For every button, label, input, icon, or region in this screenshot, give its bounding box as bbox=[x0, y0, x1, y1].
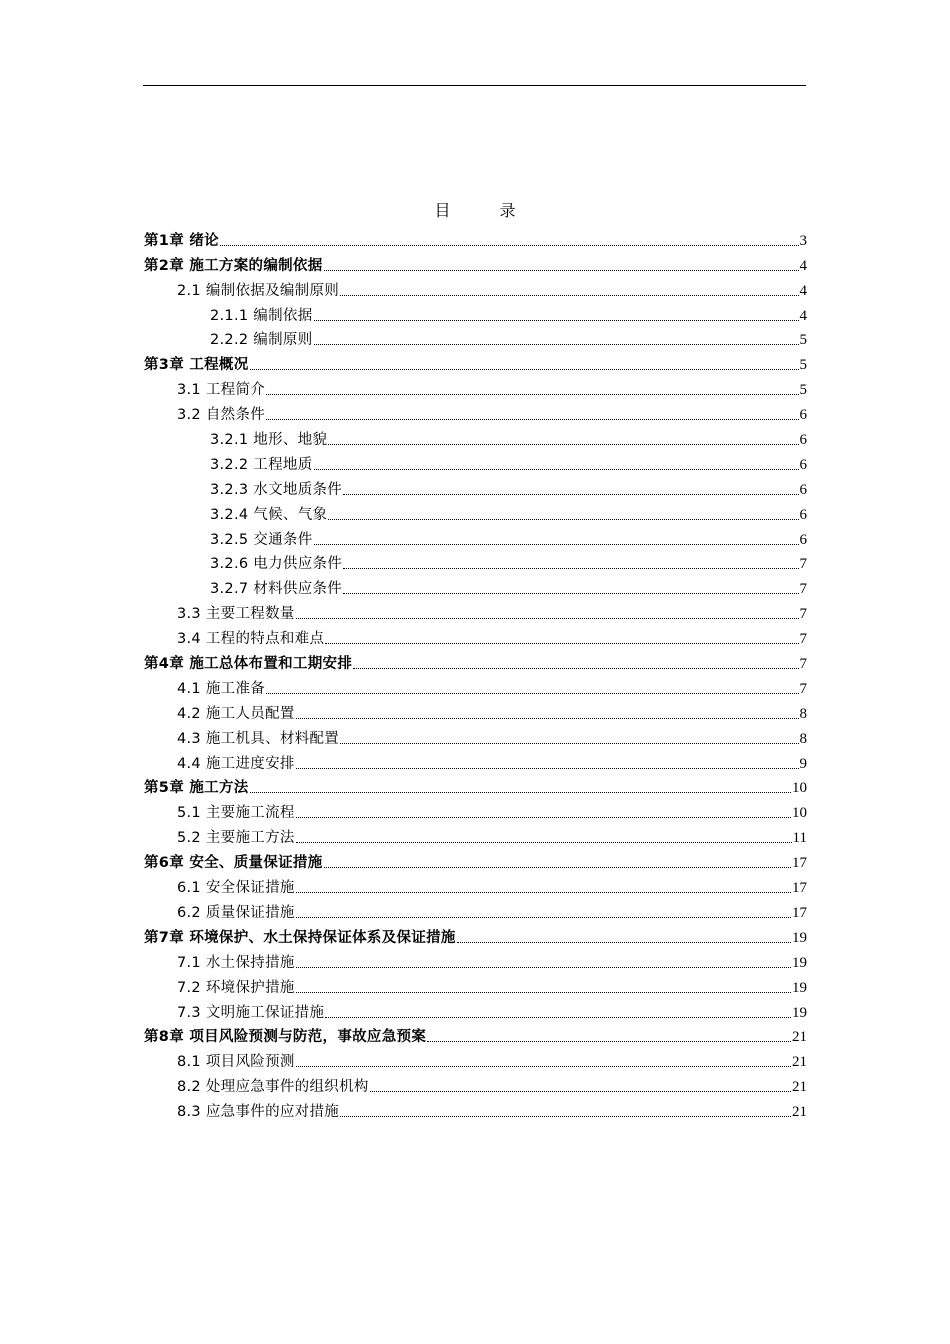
toc-entry-title: 3.3 主要工程数量 bbox=[177, 606, 295, 623]
toc-entry-title: 6.1 安全保证措施 bbox=[177, 880, 295, 897]
toc-entry[interactable] bbox=[144, 499, 807, 524]
toc-entry-title: 2.1 编制依据及编制原则 bbox=[177, 282, 340, 299]
toc-entry[interactable] bbox=[144, 648, 807, 673]
toc-entry[interactable] bbox=[144, 1071, 807, 1096]
dot-leader bbox=[296, 817, 791, 818]
toc-entry-title: 8.1 项目风险预测 bbox=[177, 1054, 295, 1071]
toc-title: 目 录 bbox=[434, 201, 538, 220]
toc-page-number: 10 bbox=[792, 805, 807, 822]
header-rule bbox=[143, 85, 806, 86]
dot-leader bbox=[340, 295, 798, 296]
toc-page-number: 6 bbox=[799, 531, 807, 548]
dot-leader bbox=[324, 270, 799, 271]
dot-leader bbox=[266, 394, 798, 395]
dot-leader bbox=[343, 593, 798, 594]
toc-entry-title: 第7章 环境保护、水土保持保证体系及保证措施 bbox=[144, 929, 456, 946]
dot-leader bbox=[296, 618, 799, 619]
dot-leader bbox=[324, 867, 791, 868]
toc-entry-title: 8.3 应急事件的应对措施 bbox=[177, 1104, 340, 1121]
toc-page-number: 6 bbox=[799, 407, 807, 424]
toc-page-number: 6 bbox=[799, 481, 807, 498]
toc-entry[interactable] bbox=[144, 972, 807, 997]
toc-entry[interactable] bbox=[144, 997, 807, 1022]
toc-entry-title: 3.2.2 工程地质 bbox=[210, 456, 313, 473]
dot-leader bbox=[296, 917, 791, 918]
toc-page-number: 6 bbox=[799, 456, 807, 473]
dot-leader bbox=[220, 245, 799, 246]
toc-page-number: 17 bbox=[792, 880, 807, 897]
toc-entry-title: 3.2.5 交通条件 bbox=[210, 531, 313, 548]
dot-leader bbox=[328, 519, 798, 520]
toc-entry-title: 第3章 工程概况 bbox=[144, 357, 249, 374]
toc-entry[interactable] bbox=[144, 623, 807, 648]
dot-leader bbox=[296, 967, 791, 968]
toc-entry[interactable] bbox=[144, 723, 807, 748]
toc-page-number: 19 bbox=[792, 1004, 807, 1021]
toc-entry[interactable] bbox=[144, 922, 807, 947]
toc-entry-title: 第2章 施工方案的编制依据 bbox=[144, 257, 323, 274]
toc-page-number: 7 bbox=[799, 631, 807, 648]
toc-entry[interactable] bbox=[144, 822, 807, 847]
toc-entry-title: 3.2.6 电力供应条件 bbox=[210, 556, 343, 573]
dot-leader bbox=[314, 344, 799, 345]
toc-entry[interactable] bbox=[144, 1046, 807, 1071]
toc-entry-title: 2.2.2 编制原则 bbox=[210, 332, 313, 349]
dot-leader bbox=[328, 444, 798, 445]
toc-entry[interactable] bbox=[144, 449, 807, 474]
toc-entry[interactable] bbox=[144, 549, 807, 574]
toc-page-number: 21 bbox=[792, 1029, 807, 1046]
toc-page-number: 17 bbox=[792, 855, 807, 872]
dot-leader bbox=[266, 693, 798, 694]
toc-entry-title: 4.3 施工机具、材料配置 bbox=[177, 730, 340, 747]
toc-page-number: 7 bbox=[799, 680, 807, 697]
toc-page-number: 21 bbox=[792, 1104, 807, 1121]
dot-leader bbox=[314, 469, 799, 470]
toc-entry-title: 5.2 主要施工方法 bbox=[177, 830, 295, 847]
toc-page-number: 7 bbox=[799, 606, 807, 623]
dot-leader bbox=[343, 568, 798, 569]
table-of-contents bbox=[144, 225, 807, 1121]
toc-page-number: 6 bbox=[799, 506, 807, 523]
toc-entry[interactable] bbox=[144, 872, 807, 897]
toc-entry[interactable] bbox=[144, 225, 807, 250]
dot-leader bbox=[296, 842, 792, 843]
dot-leader bbox=[370, 1091, 791, 1092]
toc-page-number: 10 bbox=[792, 780, 807, 797]
toc-entry[interactable] bbox=[144, 748, 807, 773]
toc-entry-title: 4.1 施工准备 bbox=[177, 680, 266, 697]
dot-leader bbox=[296, 718, 799, 719]
toc-page-number: 21 bbox=[792, 1054, 807, 1071]
toc-entry[interactable] bbox=[144, 773, 807, 798]
toc-entry[interactable] bbox=[144, 250, 807, 275]
dot-leader bbox=[340, 743, 798, 744]
toc-entry-title: 第6章 安全、质量保证措施 bbox=[144, 855, 323, 872]
toc-entry-title: 5.1 主要施工流程 bbox=[177, 805, 295, 822]
dot-leader bbox=[457, 942, 791, 943]
toc-entry-title: 第5章 施工方法 bbox=[144, 780, 249, 797]
toc-entry-title: 3.2.4 气候、气象 bbox=[210, 506, 328, 523]
toc-entry[interactable] bbox=[144, 673, 807, 698]
toc-entry[interactable] bbox=[144, 947, 807, 972]
dot-leader bbox=[314, 544, 799, 545]
dot-leader bbox=[325, 1017, 791, 1018]
toc-page-number: 4 bbox=[799, 307, 807, 324]
toc-entry[interactable] bbox=[144, 573, 807, 598]
dot-leader bbox=[250, 792, 791, 793]
dot-leader bbox=[266, 419, 798, 420]
toc-entry-title: 3.2.3 水文地质条件 bbox=[210, 481, 343, 498]
toc-entry-title: 6.2 质量保证措施 bbox=[177, 904, 295, 921]
toc-page-number: 5 bbox=[799, 332, 807, 349]
toc-page-number: 6 bbox=[799, 432, 807, 449]
toc-page-number: 19 bbox=[792, 929, 807, 946]
toc-entry[interactable] bbox=[144, 349, 807, 374]
toc-entry-title: 4.4 施工进度安排 bbox=[177, 755, 295, 772]
toc-page-number: 7 bbox=[799, 556, 807, 573]
dot-leader bbox=[353, 668, 798, 669]
dot-leader bbox=[296, 992, 791, 993]
dot-leader bbox=[427, 1041, 791, 1042]
toc-entry-title: 第4章 施工总体布置和工期安排 bbox=[144, 656, 353, 673]
toc-entry[interactable] bbox=[144, 847, 807, 872]
toc-entry[interactable] bbox=[144, 424, 807, 449]
toc-page-number: 19 bbox=[792, 979, 807, 996]
toc-entry[interactable] bbox=[144, 300, 807, 325]
toc-entry-title: 3.2.1 地形、地貌 bbox=[210, 432, 328, 449]
toc-entry[interactable] bbox=[144, 1022, 807, 1047]
dot-leader bbox=[296, 892, 791, 893]
toc-entry[interactable] bbox=[144, 325, 807, 350]
toc-page-number: 8 bbox=[799, 730, 807, 747]
dot-leader bbox=[343, 494, 798, 495]
toc-entry-title: 3.1 工程简介 bbox=[177, 382, 266, 399]
toc-entry-title: 3.2 自然条件 bbox=[177, 407, 266, 424]
toc-entry-title: 第8章 项目风险预测与防范，事故应急预案 bbox=[144, 1029, 427, 1046]
toc-entry[interactable] bbox=[144, 797, 807, 822]
dot-leader bbox=[325, 643, 798, 644]
toc-page-number: 4 bbox=[799, 282, 807, 299]
toc-entry-title: 7.3 文明施工保证措施 bbox=[177, 1004, 325, 1021]
dot-leader bbox=[340, 1116, 791, 1117]
dot-leader bbox=[314, 320, 799, 321]
toc-entry-title: 第1章 绪论 bbox=[144, 232, 219, 249]
toc-entry[interactable] bbox=[144, 524, 807, 549]
toc-page-number: 19 bbox=[792, 954, 807, 971]
dot-leader bbox=[250, 369, 799, 370]
toc-page-number: 9 bbox=[799, 755, 807, 772]
toc-entry[interactable] bbox=[144, 598, 807, 623]
toc-entry-title: 8.2 处理应急事件的组织机构 bbox=[177, 1079, 369, 1096]
toc-entry[interactable] bbox=[144, 374, 807, 399]
toc-page-number: 8 bbox=[799, 705, 807, 722]
toc-page-number: 21 bbox=[792, 1079, 807, 1096]
toc-page-number: 11 bbox=[792, 830, 807, 847]
toc-entry-title: 7.2 环境保护措施 bbox=[177, 979, 295, 996]
toc-entry-title: 3.2.7 材料供应条件 bbox=[210, 581, 343, 598]
toc-page-number: 7 bbox=[799, 581, 807, 598]
toc-entry[interactable] bbox=[144, 474, 807, 499]
toc-entry[interactable] bbox=[144, 698, 807, 723]
toc-entry[interactable] bbox=[144, 399, 807, 424]
toc-page-number: 5 bbox=[799, 382, 807, 399]
toc-page-number: 4 bbox=[799, 257, 807, 274]
toc-page-number: 5 bbox=[799, 357, 807, 374]
toc-entry-title: 4.2 施工人员配置 bbox=[177, 705, 295, 722]
toc-page-number: 17 bbox=[792, 904, 807, 921]
dot-leader bbox=[296, 768, 799, 769]
toc-entry-title: 3.4 工程的特点和难点 bbox=[177, 631, 325, 648]
toc-entry[interactable] bbox=[144, 897, 807, 922]
toc-entry[interactable] bbox=[144, 1096, 807, 1121]
toc-page-number: 3 bbox=[799, 232, 807, 249]
toc-entry-title: 7.1 水土保持措施 bbox=[177, 954, 295, 971]
toc-page-number: 7 bbox=[799, 656, 807, 673]
toc-entry-title: 2.1.1 编制依据 bbox=[210, 307, 313, 324]
toc-entry[interactable] bbox=[144, 275, 807, 300]
dot-leader bbox=[296, 1066, 791, 1067]
